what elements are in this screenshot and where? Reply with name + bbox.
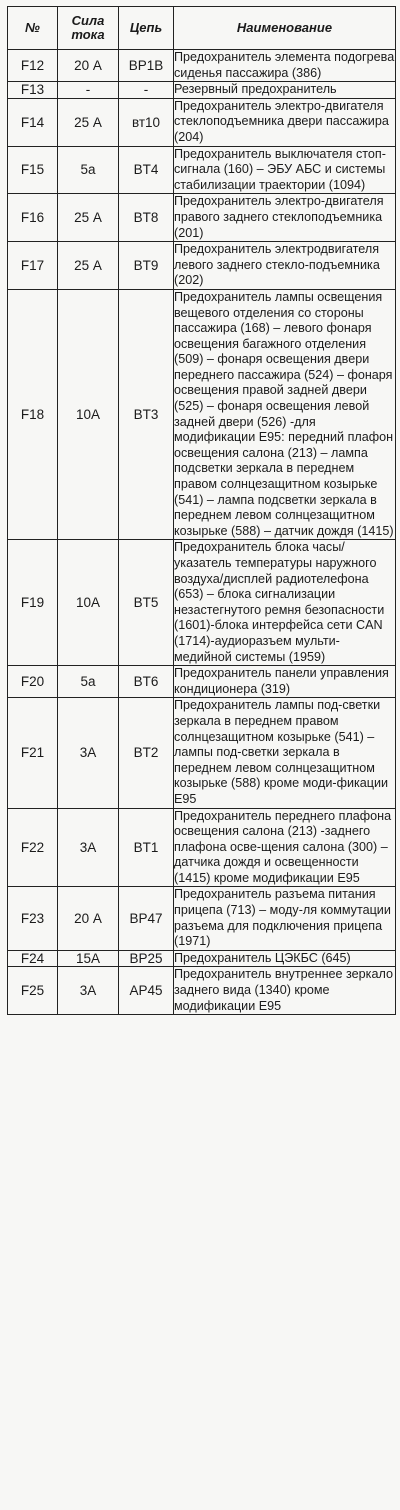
table-row [8,289,396,540]
fuse-current: 10А [58,540,119,666]
fuse-description: Предохранитель панели управления кондиционера (319) [174,666,396,698]
fuse-description: Предохранитель электродвигателя левого заднего стекло-подъемника (202) [174,242,396,290]
fuse-code: F17 [8,242,58,290]
fuse-table [7,6,396,1015]
fuse-code: F13 [8,82,58,99]
fuse-circuit: BT6 [119,666,174,698]
fuse-current: 5а [58,146,119,194]
fuse-circuit: BT1 [119,808,174,887]
fuse-current: 3А [58,698,119,808]
fuse-description: Предохранитель лампы освещения вещевого отделения со стороны пассажира (168) – левого фонаря освещения багажного отделения (509) – фонаря освещения двери переднего пассажира (524) – фонаря освещения правой задней двери (525) – фонаря освещения левой задней двери (526) -для модификации Е95: передний плафон освещения салона (213) – лампа подсветки зеркала в переднем правом солнцезащитном козырьке (541) – лампа подсветки зеркала в переднем левом солнцезащитном козырьке (588) – датчик дождя (1415) [174,289,396,540]
fuse-circuit: BT8 [119,194,174,242]
fuse-code: F16 [8,194,58,242]
fuse-code: F15 [8,146,58,194]
fuse-circuit: - [119,82,174,99]
fuse-circuit: BT9 [119,242,174,290]
fuse-current: 25 А [58,194,119,242]
fuse-circuit: BT2 [119,698,174,808]
fuse-current: 3А [58,808,119,887]
fuse-description: Предохранитель переднего плафона освещения салона (213) -заднего плафона осве-щения салона (300) – датчика дождя и освещенности (1415) кроме модификации Е95 [174,808,396,887]
fuse-description: Предохранитель выключателя стоп-сигнала (160) – ЭБУ АБС и системы стабилизации траектории (1094) [174,146,396,194]
fuse-code: F22 [8,808,58,887]
fuse-current: 20 А [58,50,119,82]
fuse-description: Предохранитель электро-двигателя стеклоподъемника двери пассажира (204) [174,98,396,146]
table-row [8,146,396,194]
fuse-description: Предохранитель внутреннее зеркало заднего вида (1340) кроме модификации Е95 [174,967,396,1015]
fuse-circuit: BT4 [119,146,174,194]
fuse-code: F19 [8,540,58,666]
fuse-current: 25 А [58,98,119,146]
fuse-description: Предохранитель блока часы/указатель температуры наружного воздуха/дисплей радиотелефона (653) – блока сигнализации незастегнутого ремня безопасности (1601)-блока интерфейса сети CAN (1714)-аудиоразъем мульти-медийной системы (1959) [174,540,396,666]
fuse-circuit: AP45 [119,967,174,1015]
fuse-current: 10А [58,289,119,540]
fuse-current: 20 А [58,887,119,950]
fuse-code: F12 [8,50,58,82]
fuse-description: Предохранитель лампы под-светки зеркала в переднем правом солнцезащитном козырьке (541) – лампы под-светки зеркала в переднем левом солнцезащитном козырьке (588) кроме моди-фикации Е95 [174,698,396,808]
fuse-description: Предохранитель разъема питания прицепа (713) – моду-ля коммутации разъема для подключения прицепа (1971) [174,887,396,950]
fuse-code: F14 [8,98,58,146]
header-name: Наименование [174,7,396,50]
fuse-code: F23 [8,887,58,950]
fuse-code: F24 [8,950,58,967]
table-row [8,194,396,242]
fuse-circuit: BT3 [119,289,174,540]
fuse-description: Резервный предохранитель [174,82,396,99]
table-header-row [8,7,396,50]
table-row [8,950,396,967]
table-row [8,808,396,887]
fuse-circuit: BP1B [119,50,174,82]
table-row [8,50,396,82]
fuse-current: 15А [58,950,119,967]
header-current: Сила тока [58,7,119,50]
fuse-circuit: BT5 [119,540,174,666]
fuse-circuit: вт10 [119,98,174,146]
table-row [8,82,396,99]
fuse-description: Предохранитель элемента подогрева сиденья пассажира (386) [174,50,396,82]
fuse-current: 5а [58,666,119,698]
table-row [8,98,396,146]
fuse-code: F18 [8,289,58,540]
table-row [8,967,396,1015]
fuse-description: Предохранитель ЦЭКБС (645) [174,950,396,967]
table-row [8,540,396,666]
table-row [8,887,396,950]
fuse-current: 25 А [58,242,119,290]
fuse-current: - [58,82,119,99]
table-row [8,698,396,808]
fuse-code: F25 [8,967,58,1015]
fuse-code: F21 [8,698,58,808]
fuse-current: 3А [58,967,119,1015]
table-row [8,242,396,290]
fuse-circuit: BP47 [119,887,174,950]
fuse-description: Предохранитель электро-двигателя правого заднего стеклоподъемника (201) [174,194,396,242]
header-circuit: Цепь [119,7,174,50]
fuse-circuit: BP25 [119,950,174,967]
table-row [8,666,396,698]
fuse-code: F20 [8,666,58,698]
header-number: № [8,7,58,50]
